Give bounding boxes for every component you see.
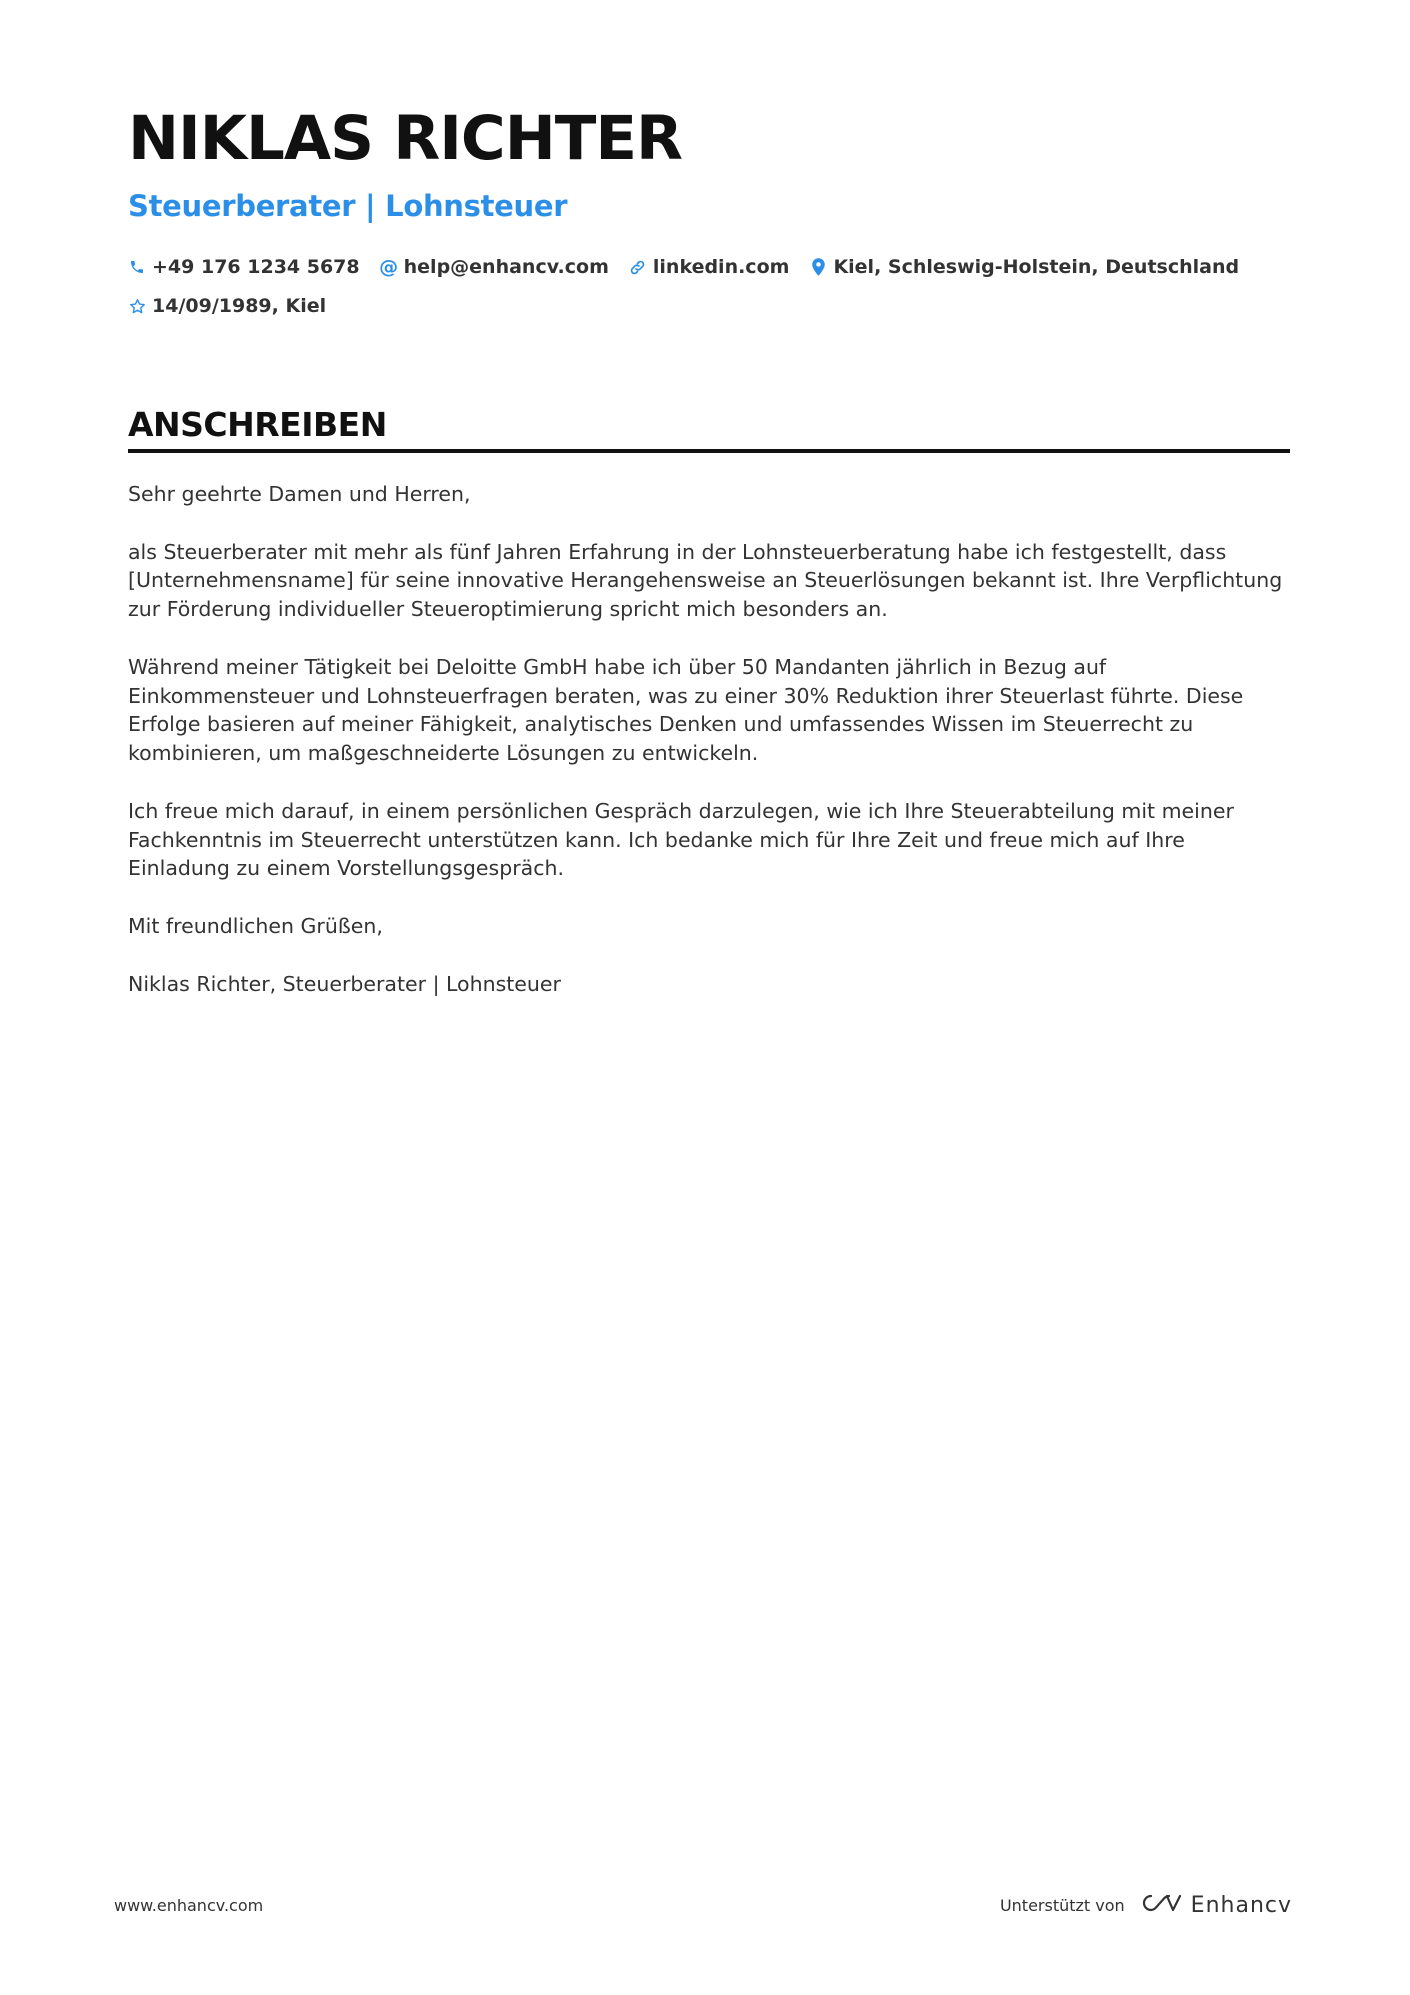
brand-name: Enhancv xyxy=(1190,1892,1292,1918)
letter-paragraph: Während meiner Tätigkeit bei Deloitte GmbH habe ich über 50 Mandanten jährlich in Bezug auf Einkommensteuer und Lohnsteuerfragen beraten, was zu einer 30% Reduktion ihrer Steuerlast führte. Diese Erfolge basieren auf meiner Fähigkeit, analytisches Denken und umfassendes Wissen im Steuerrecht zu kombinieren, um maßgeschneiderte Lösungen zu entwickeln. xyxy=(128,654,1244,766)
letter-salutation: Sehr geehrte Damen und Herren, xyxy=(128,482,471,506)
powered-by-text: Unterstützt von xyxy=(999,1895,1125,1915)
section-title: ANSCHREIBEN xyxy=(128,405,387,444)
contact-linkedin[interactable] xyxy=(629,256,790,278)
contact-birth xyxy=(128,295,326,317)
footer-powered-by[interactable] xyxy=(1000,1890,1292,1920)
star-icon xyxy=(128,297,146,315)
contact-birth-text: 14/09/1989, Kiel xyxy=(152,295,327,317)
contact-location xyxy=(809,256,1239,278)
letter-closing: Mit freundlichen Grüßen, xyxy=(128,913,383,938)
contact-row xyxy=(128,256,1259,278)
enhancv-logo-icon xyxy=(1137,1890,1183,1920)
contact-phone[interactable] xyxy=(128,256,360,278)
phone-icon xyxy=(128,258,146,276)
contact-location-text: Kiel, Schleswig-Holstein, Deutschland xyxy=(833,256,1240,278)
at-icon: @ xyxy=(379,256,399,278)
applicant-role: Steuerberater | Lohnsteuer xyxy=(128,189,568,223)
contact-row-birth xyxy=(128,295,346,317)
contact-email-text: help@enhancv.com xyxy=(403,256,609,278)
location-pin-icon xyxy=(809,258,827,276)
letter-paragraph: Ich freue mich darauf, in einem persönlichen Gespräch darzulegen, wie ich Ihre Steuerabteilung mit meiner Fachkenntnis im Steuerrecht unterstützen kann. Ich bedanke mich für Ihre Zeit und freue mich auf Ihre Einladung zu einem Vorstellungsgespräch. xyxy=(128,798,1234,881)
letter-signature: Niklas Richter, Steuerberater | Lohnsteuer xyxy=(128,971,561,996)
contact-email[interactable] xyxy=(380,256,609,278)
section-divider xyxy=(128,449,1290,453)
letter-body xyxy=(128,480,1290,1027)
applicant-name: NIKLAS RICHTER xyxy=(128,103,683,174)
link-icon xyxy=(629,258,647,276)
letter-paragraph: als Steuerberater mit mehr als fünf Jahren Erfahrung in der Lohnsteuerberatung habe ich festgestellt, dass [Unternehmensname] für seine innovative Herangehensweise an Steuerlösungen bekannt ist. Ihre Verpflichtung zur Förderung individueller Steueroptimierung spricht mich besonders an. xyxy=(128,539,1283,622)
footer-website[interactable]: www.enhancv.com xyxy=(114,1896,264,1915)
contact-phone-text: +49 176 1234 5678 xyxy=(152,256,360,278)
contact-linkedin-text: linkedin.com xyxy=(652,256,790,278)
